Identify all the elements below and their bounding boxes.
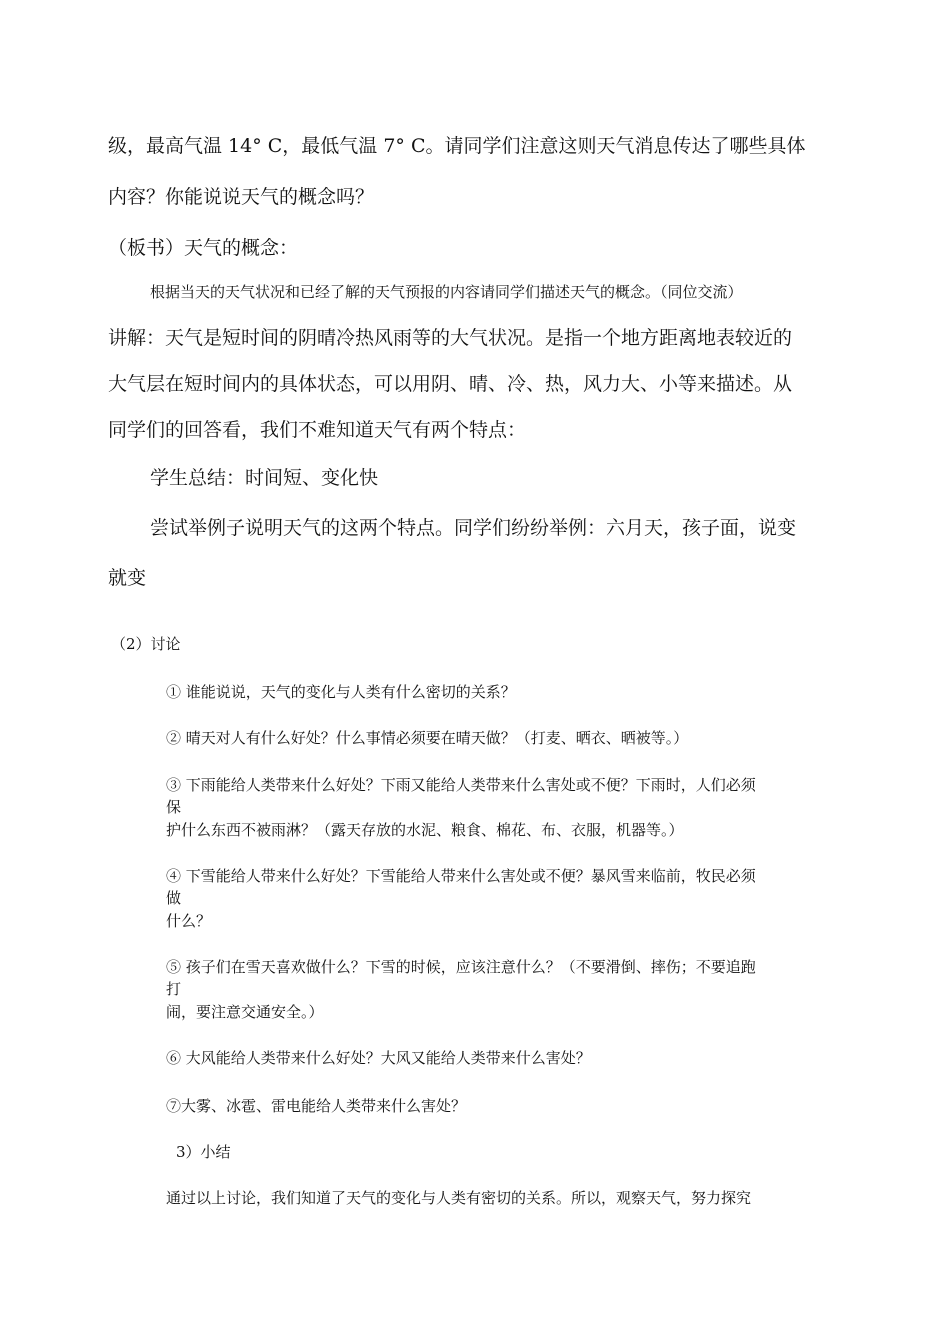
student-summary: 学生总结：时间短、变化快 <box>150 467 379 489</box>
discussion-question-6: ⑥ 大风能给人类带来什么好处？大风又能给人类带来什么害处？ <box>166 1049 591 1067</box>
discussion-question-3-line-1: ③ 下雨能给人类带来什么好处？下雨又能给人类带来什么害处或不便？下雨时，人们必须 <box>166 776 756 794</box>
prompt-text: 根据当天的天气状况和已经了解的天气预报的内容请同学们描述天气的概念。（同位交流） <box>150 283 743 301</box>
discussion-heading: （2）讨论 <box>111 635 181 653</box>
discussion-question-4-line-2: 做 <box>166 889 182 907</box>
explanation-line-1: 讲解：天气是短时间的阴晴冷热风雨等的大气状况。是指一个地方距离地表较近的 <box>108 327 793 349</box>
discussion-question-2: ② 晴天对人有什么好处？什么事情必须要在晴天做？（打麦、晒衣、晒被等。） <box>166 729 689 747</box>
discussion-question-3-line-3: 护什么东西不被雨淋？（露天存放的水泥、粮食、棉花、布、衣服，机器等。） <box>166 821 684 839</box>
summary-line-1: 通过以上讨论，我们知道了天气的变化与人类有密切的关系。所以，观察天气，努力探究 <box>166 1189 752 1207</box>
examples-line-1: 尝试举例子说明天气的这两个特点。同学们纷纷举例：六月天，孩子面，说变 <box>150 517 797 539</box>
discussion-question-3-line-2: 保 <box>166 798 182 816</box>
discussion-question-4-line-1: ④ 下雪能给人带来什么好处？下雪能给人带来什么害处或不便？暴风雪来临前，牧民必须 <box>166 867 756 885</box>
discussion-question-4-line-3: 什么？ <box>166 912 212 930</box>
explanation-line-2: 大气层在短时间内的具体状态，可以用阴、晴、冷、热，风力大、小等来描述。从 <box>108 373 793 395</box>
board-note: （板书）天气的概念： <box>108 237 299 259</box>
intro-line-2: 内容？你能说说天气的概念吗？ <box>108 186 375 208</box>
discussion-question-7: ⑦大雾、冰雹、雷电能给人类带来什么害处？ <box>166 1097 467 1115</box>
summary-heading: 3）小结 <box>176 1143 231 1161</box>
discussion-question-5-line-3: 闹，要注意交通安全。） <box>166 1003 324 1021</box>
examples-line-2: 就变 <box>108 567 147 589</box>
explanation-line-3: 同学们的回答看，我们不难知道天气有两个特点： <box>108 419 527 441</box>
discussion-question-1: ① 谁能说说，天气的变化与人类有什么密切的关系？ <box>166 683 516 701</box>
discussion-question-5-line-2: 打 <box>166 980 182 998</box>
discussion-question-5-line-1: ⑤ 孩子们在雪天喜欢做什么？下雪的时候，应该注意什么？（不要滑倒、摔伤；不要追跑 <box>166 958 756 976</box>
intro-line-1: 级，最高气温 14° C，最低气温 7° C。请同学们注意这则天气消息传达了哪些具体 <box>108 135 806 157</box>
